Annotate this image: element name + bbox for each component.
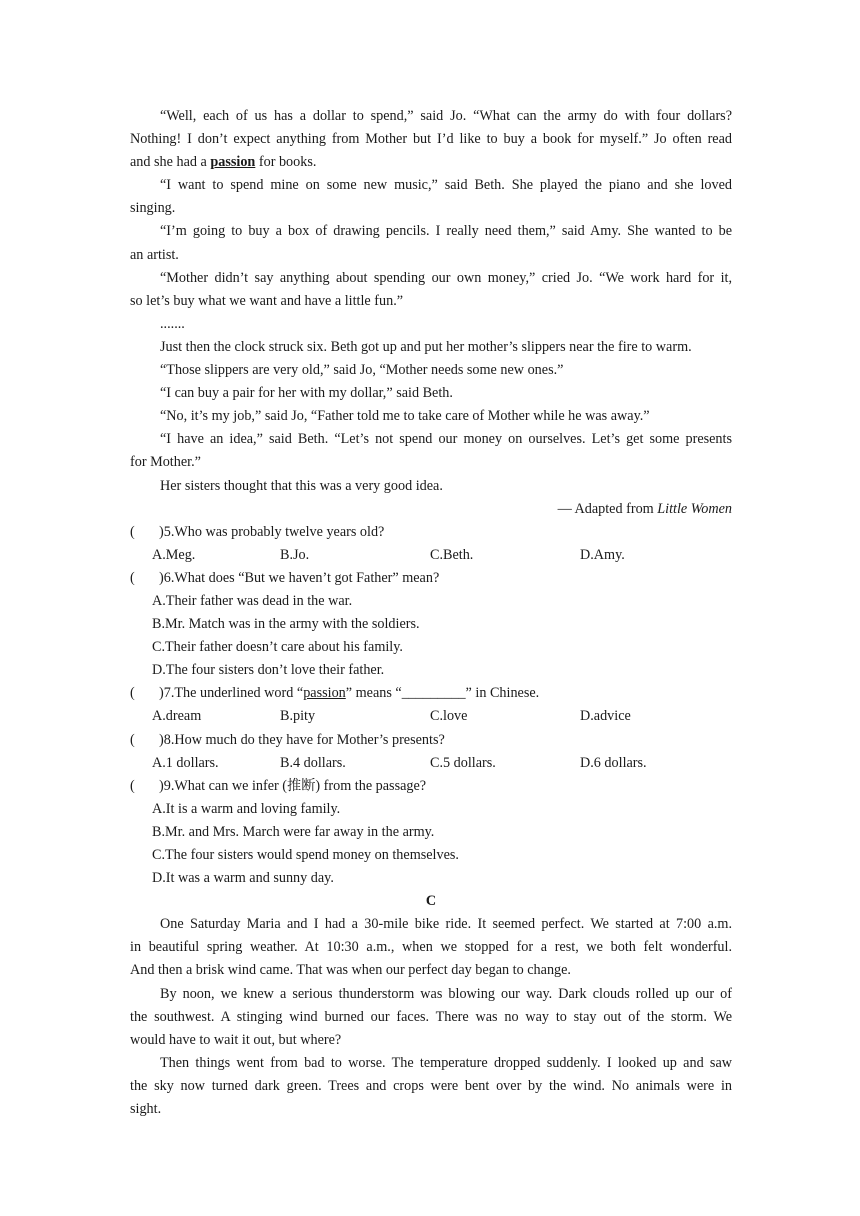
passage-line: Nothing! I don’t expect anything from Mother but I’d like to buy a book for myself.” Jo often read bbox=[130, 131, 732, 148]
question-text-a: )7.The underlined word “ bbox=[159, 685, 304, 702]
option-d: D.The four sisters don’t love their father. bbox=[152, 662, 385, 679]
passage-line: the sky now turned dark green. Trees and crops were bent over by the wind. No animals were in bbox=[130, 1077, 732, 1094]
question-text bbox=[159, 682, 539, 705]
option-b: B.Mr. and Mrs. March were far away in the army. bbox=[152, 823, 435, 840]
passage-line: “Those slippers are very old,” said Jo, “Mother needs some new ones.” bbox=[160, 362, 564, 379]
question-text: )5.Who was probably twelve years old? bbox=[159, 523, 385, 540]
source-title: Little Women bbox=[657, 500, 732, 517]
source-prefix: — Adapted from bbox=[557, 500, 654, 517]
passage-line: for Mother.” bbox=[130, 454, 201, 471]
option-a: A.1 dollars. bbox=[152, 754, 219, 771]
question-text: )8.How much do they have for Mother’s presents? bbox=[159, 731, 445, 748]
passage-line: sight. bbox=[130, 1101, 162, 1118]
answer-paren[interactable]: ( bbox=[130, 777, 135, 794]
underlined-word: passion bbox=[303, 685, 346, 702]
underlined-word-passion: passion bbox=[210, 154, 256, 171]
option-b: B.Jo. bbox=[280, 546, 310, 563]
option-c: C.Their father doesn’t care about his family. bbox=[152, 639, 403, 656]
question-7 bbox=[130, 682, 732, 705]
question-6 bbox=[130, 567, 732, 590]
section-heading: C bbox=[425, 893, 437, 910]
passage-line: By noon, we knew a serious thunderstorm was blowing our way. Dark clouds rolled up our of bbox=[160, 985, 732, 1002]
passage-line: “I have an idea,” said Beth. “Let’s not spend our money on ourselves. Let’s get some presents bbox=[160, 431, 732, 448]
question-5 bbox=[130, 521, 732, 544]
answer-paren[interactable]: ( bbox=[130, 523, 135, 540]
option-a: A.dream bbox=[152, 708, 202, 725]
question-9 bbox=[130, 775, 732, 798]
passage-ellipsis: ....... bbox=[160, 315, 185, 332]
passage-line: Then things went from bad to worse. The temperature dropped suddenly. I looked up and saw bbox=[160, 1054, 732, 1071]
question-text: )9.What can we infer (推断) from the passage? bbox=[159, 777, 427, 794]
passage-text: for books. bbox=[258, 154, 317, 171]
passage-line: “I’m going to buy a box of drawing pencils. I really need them,” said Amy. She wanted to be bbox=[160, 223, 732, 240]
option-c: C.5 dollars. bbox=[430, 754, 496, 771]
option-c: C.The four sisters would spend money on themselves. bbox=[152, 847, 459, 863]
passage-line: Her sisters thought that this was a very good idea. bbox=[160, 477, 443, 494]
passage-line: “I can buy a pair for her with my dollar,” said Beth. bbox=[160, 385, 453, 402]
passage-line: “No, it’s my job,” said Jo, “Father told me to take care of Mother while he was away.” bbox=[160, 408, 650, 425]
option-d: D.advice bbox=[580, 708, 631, 725]
passage-text: and she had a bbox=[130, 154, 207, 171]
passage-line: in beautiful spring weather. At 10:30 a.m., when we stopped for a rest, we both felt wonderful. bbox=[130, 939, 732, 956]
passage-line: so let’s buy what we want and have a little fun.” bbox=[130, 292, 404, 309]
option-b: B.Mr. Match was in the army with the soldiers. bbox=[152, 616, 420, 633]
options-row bbox=[130, 544, 732, 567]
option-b: B.4 dollars. bbox=[280, 754, 346, 771]
options-row bbox=[130, 752, 732, 775]
passage-line: One Saturday Maria and I had a 30-mile bike ride. It seemed perfect. We started at 7:00 a.m. bbox=[160, 916, 732, 933]
passage-line: “I want to spend mine on some new music,” said Beth. She played the piano and she loved bbox=[160, 177, 732, 194]
passage-line: the southwest. A stinging wind burned our faces. There was no way to stay out of the storm. We bbox=[130, 1008, 732, 1025]
passage-line: an artist. bbox=[130, 246, 179, 263]
answer-paren[interactable]: ( bbox=[130, 685, 135, 702]
passage-line: “Mother didn’t say anything about spending our own money,” cried Jo. “We work hard for it, bbox=[160, 269, 732, 286]
option-d: D.It was a warm and sunny day. bbox=[152, 870, 334, 887]
passage-line: Just then the clock struck six. Beth got up and put her mother’s slippers near the fire to warm. bbox=[160, 338, 692, 355]
option-c: C.love bbox=[430, 708, 468, 725]
answer-paren[interactable]: ( bbox=[130, 569, 135, 586]
worksheet-page bbox=[130, 105, 732, 1121]
option-a: A.Their father was dead in the war. bbox=[152, 592, 353, 609]
passage-line: singing. bbox=[130, 200, 176, 217]
answer-paren[interactable]: ( bbox=[130, 731, 135, 748]
option-a: A.It is a warm and loving family. bbox=[152, 800, 341, 817]
question-text: )6.What does “But we haven’t got Father” mean? bbox=[159, 569, 440, 586]
option-d: D.6 dollars. bbox=[580, 754, 647, 771]
option-c: C.Beth. bbox=[430, 546, 474, 563]
question-text-b: ” means “_________” in Chinese. bbox=[345, 685, 540, 702]
passage-line bbox=[130, 151, 732, 174]
question-8 bbox=[130, 729, 732, 752]
passage-line: would have to wait it out, but where? bbox=[130, 1031, 342, 1048]
passage-source bbox=[130, 498, 732, 521]
option-d: D.Amy. bbox=[580, 546, 625, 563]
option-b: B.pity bbox=[280, 708, 316, 725]
passage-line: And then a brisk wind came. That was when our perfect day began to change. bbox=[130, 962, 571, 979]
option-a: A.Meg. bbox=[152, 546, 196, 563]
passage-line: “Well, each of us has a dollar to spend,” said Jo. “What can the army do with four dollars? bbox=[160, 108, 732, 124]
options-row bbox=[130, 705, 732, 728]
